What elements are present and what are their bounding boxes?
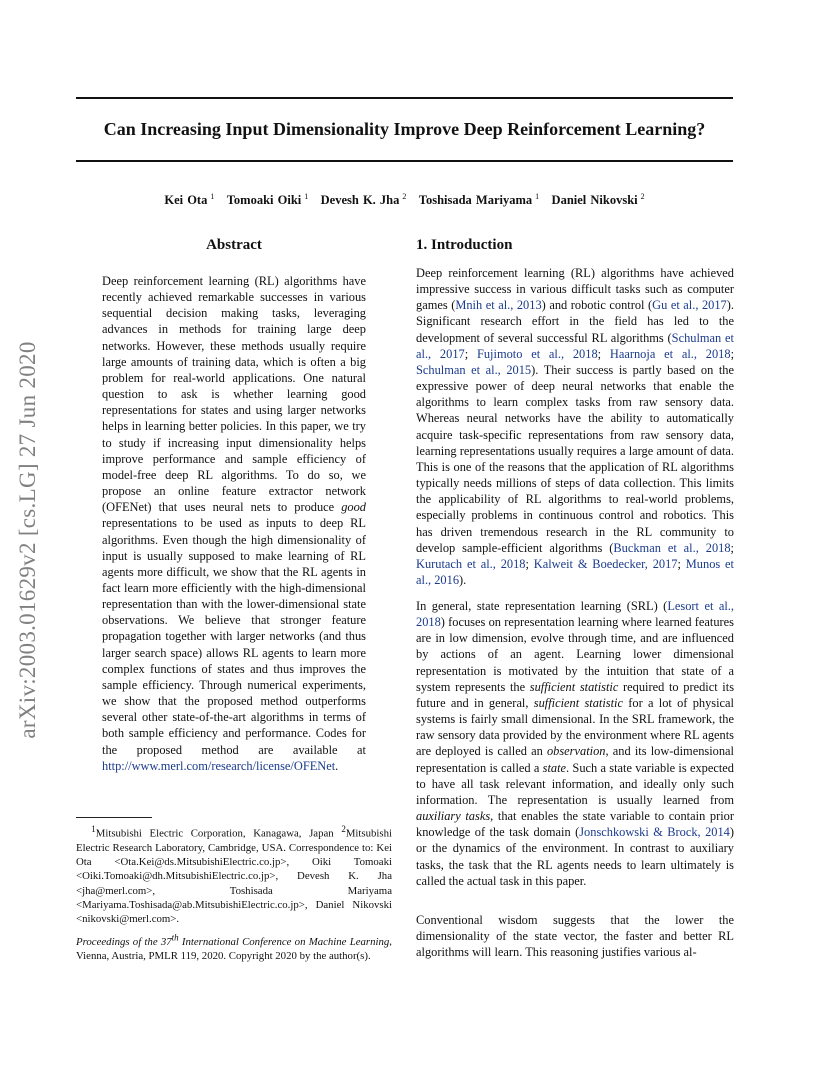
proceedings-pre: Proceedings of the 37 [76, 935, 172, 948]
emphasized-term: observation [546, 744, 606, 759]
paragraph-text: In general, state representation learning (SRL) ( [416, 599, 668, 613]
citation-link[interactable]: Fujimoto et al., 2018 [476, 346, 598, 361]
abstract-body [102, 273, 366, 774]
paragraph-text: required to predict its future and in general, [416, 679, 735, 710]
paragraph-text: . Such a state variable is expected to have all task relevant information, and ideally only such information. The representation is usually learned from [416, 760, 734, 807]
abstract-text-1: Deep reinforcement learning (RL) algorithms have recently achieved remarkable successes in various sequential decision making tasks, leveraging advances in methods for training large deep networks. However, these methods usually require large amounts of training data, which is often a big problem for real-world applications. One natural question to ask is whether learning good representations for states and using larger networks helps in learning better policies. In this paper, we try to study if increasing input dimensionality helps improve performance and sample efficiency of model-free deep RL algorithms. To do so, we propose an online feature extractor network (OFENet) that uses neural nets to produce [102, 274, 366, 515]
citation-link[interactable]: Kurutach et al., 2018 [416, 556, 526, 571]
author-name: Devesh K. Jha [320, 193, 400, 208]
intro-paragraph-2 [416, 598, 734, 889]
citation-link[interactable]: Mnih et al., 2013 [455, 298, 542, 313]
proceedings-sup: th [171, 932, 179, 942]
affiliation-footnote [76, 822, 392, 927]
intro-paragraph-3: Conventional wisdom suggests that the lower the dimensionality of the state vector, the faster and better RL algorithms will learn. This reasoning justifies various al- [416, 913, 734, 960]
paragraph-text: , and its low-dimensional representation is called a [416, 744, 734, 775]
abstract-end: . [335, 758, 339, 773]
author-name: Tomoaki Oiki [226, 193, 302, 208]
paragraph-text: ; [730, 540, 734, 555]
paragraph-text: ; [677, 556, 686, 571]
emphasized-term: auxiliary tasks [416, 809, 491, 824]
section-heading-introduction: 1. Introduction [416, 237, 513, 253]
author-name: Daniel Nikovski [551, 193, 638, 208]
footnote-rule [76, 817, 152, 818]
citation-link[interactable]: Schulman et al., 2015 [416, 362, 532, 377]
paragraph-text: Deep reinforcement learning (RL) algorithms have achieved impressive success in various difficult tasks such as computer games ( [416, 266, 734, 313]
proceedings-mid: International Conference on Machine Learning [178, 935, 390, 948]
paragraph-text: ; [597, 346, 610, 361]
abstract-emphasis: good [341, 500, 366, 515]
paragraph-text: ; [464, 346, 477, 361]
author-name: Kei Ota [164, 193, 208, 208]
citation-link[interactable]: Kalweit & Boedecker, 2017 [533, 556, 678, 571]
paragraph-text: ) and robotic control ( [541, 298, 653, 313]
citation-link[interactable]: Schulman et al., 2017 [416, 330, 734, 361]
footnote-mark-2: 2 [341, 824, 346, 834]
citation-link[interactable]: Gu et al., 2017 [652, 298, 727, 313]
title-rule [76, 160, 733, 162]
paragraph-text: ). Their success is partly based on the expressive power of deep neural networks that enable the algorithms to learn complex tasks from raw sensory data. Whereas neural networks have the ability to automatically acquire task-specific representations from raw sensory data, learning representations usually requires a large amount of data. This is one of the reasons that the application of RL algorithms typically needs millions of steps of data collection. This limits the applicability of RL algorithms to real-world problems, especially problems in continuous control and robotics. This has driven tremendous research in the RL community to develop sample-efficient algorithms ( [416, 362, 734, 555]
emphasized-term: sufficient statistic [529, 679, 619, 694]
abstract-text-2: representations to be used as inputs to deep RL algorithms. Even though the high dimensionality of input is usually supposed to make learning of RL agents more difficult, we show that the RL agents in fact learn more efficiently with the high-dimensional representation than with the lower-dimensional state observations. We believe that stronger feature propagation together with larger networks (and thus larger search space) allows RL agents to learn more complex functions of states and thus improves the sample efficiency. Through numerical experiments, we show that the proposed method outperforms several other state-of-the-art algorithms in terms of both sample efficiency and performance. Codes for the proposed method are available at [102, 516, 366, 757]
paragraph-text: , that enables the state variable to contain prior knowledge of the task domain ( [416, 809, 734, 840]
author-affiliation-mark: 1 [301, 192, 309, 201]
paragraph-text: for a lot of physical systems is fairly small dimensional. In the SRL framework, the raw sensory data provided by the environment where RL agents are deployed is called an [416, 695, 734, 759]
citation-link[interactable]: Jonschkowski & Brock, 2014 [579, 825, 730, 840]
top-rule [76, 97, 733, 99]
footnote-text-2: Mitsubishi Electric Research Laboratory, Cambridge, USA. Correspondence to: Kei Ota <Ota.Kei@ds.MitsubishiElectric.co.jp>, Oiki Tomoaki <Oiki.Tomoaki@dh.MitsubishiElectric.co.jp>, Devesh K. Jha <jha@merl.com>, Toshisada Mariyama <Mariyama.Toshisada@ab.MitsubishiElectric.co.jp>, Daniel Nikovski <nikovski@merl.com>. [76, 827, 393, 926]
author-name: Toshisada Mariyama [418, 193, 533, 208]
proceedings-post: , Vienna, Austria, PMLR 119, 2020. Copyright 2020 by the author(s). [76, 935, 392, 962]
paragraph-text: ). [459, 572, 467, 587]
code-link[interactable]: http://www.merl.com/research/license/OFENet [102, 758, 336, 773]
author-affiliation-mark: 1 [532, 192, 540, 201]
paper-title: Can Increasing Input Dimensionality Improve Deep Reinforcement Learning? [103, 119, 706, 139]
emphasized-term: state [542, 760, 567, 775]
arxiv-stamp: arXiv:2003.01629v2 [cs.LG] 27 Jun 2020 [15, 341, 40, 739]
footnote-mark-1: 1 [91, 824, 96, 834]
paragraph-text: ; [730, 346, 735, 361]
paragraph-text: ). Significant research effort in the field has led to the development of several successful RL algorithms ( [416, 298, 734, 345]
intro-paragraph-1 [416, 265, 734, 588]
citation-link[interactable]: Lesort et al., 2018 [416, 599, 734, 630]
author-affiliation-mark: 1 [207, 192, 215, 201]
citation-link[interactable]: Haarnoja et al., 2018 [609, 346, 731, 361]
citation-link[interactable]: Buckman et al., 2018 [613, 540, 731, 555]
paragraph-text: ) or the dynamics of the environment. In contrast to auxiliary tasks, the task that the RL agents needs to learn ultimately is called the actual task in this paper. [416, 825, 734, 888]
emphasized-term: sufficient statistic [533, 695, 623, 710]
abstract-heading: Abstract [206, 237, 262, 253]
author-affiliation-mark: 2 [637, 192, 645, 201]
author-affiliation-mark: 2 [399, 192, 407, 201]
paragraph-text: ) focuses on representation learning where learned features are in low dimension, evolve through time, and are influenced by actions of an agent. Learning lower dimensional representation is motivated by the intuition that state of a system represents the [416, 615, 734, 694]
citation-link[interactable]: Munos et al., 2016 [416, 556, 734, 587]
proceedings-note [76, 930, 392, 963]
paragraph-text: ; [525, 556, 534, 571]
footnote-text-1: Mitsubishi Electric Corporation, Kanagawa, Japan [95, 827, 334, 840]
author-list [76, 192, 733, 208]
